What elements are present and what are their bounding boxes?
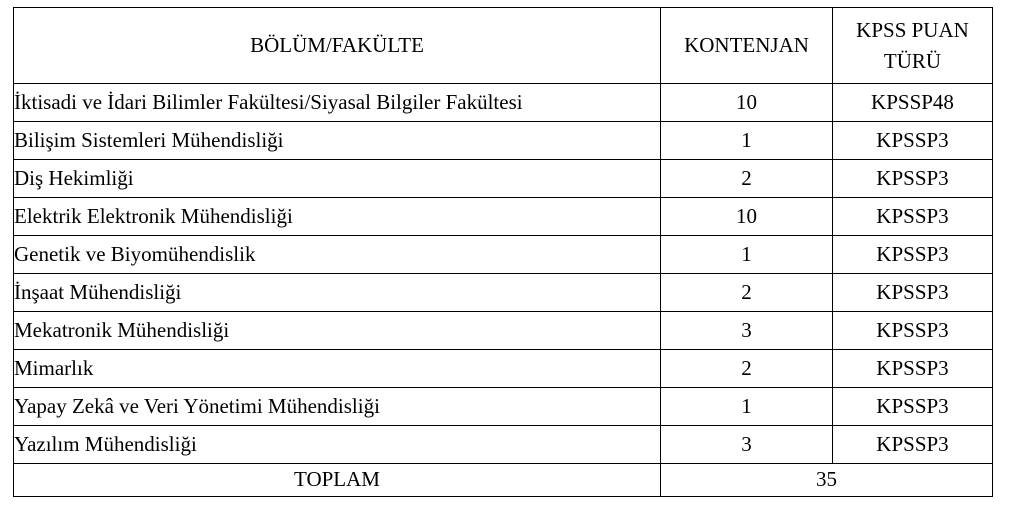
table-row	[14, 388, 993, 426]
header-score-type-line1: KPSS PUAN	[856, 17, 969, 42]
score-type-cell: KPSSP3	[833, 236, 993, 274]
quota-cell: 2	[661, 274, 833, 312]
score-type-cell: KPSSP3	[833, 426, 993, 464]
department-cell: Diş Hekimliği	[14, 160, 661, 198]
total-row	[14, 464, 993, 497]
score-type-cell: KPSSP3	[833, 160, 993, 198]
header-quota: KONTENJAN	[661, 8, 833, 84]
department-cell: Yapay Zekâ ve Veri Yönetimi Mühendisliği	[14, 388, 661, 426]
department-cell: Mimarlık	[14, 350, 661, 388]
quota-cell: 2	[661, 160, 833, 198]
department-cell: İktisadi ve İdari Bilimler Fakültesi/Siyasal Bilgiler Fakültesi	[14, 84, 661, 122]
quota-cell: 1	[661, 388, 833, 426]
table-row	[14, 122, 993, 160]
department-cell: Mekatronik Mühendisliği	[14, 312, 661, 350]
quota-table	[13, 7, 993, 497]
department-cell: Bilişim Sistemleri Mühendisliği	[14, 122, 661, 160]
total-value: 35	[661, 464, 993, 497]
score-type-cell: KPSSP3	[833, 388, 993, 426]
quota-cell: 3	[661, 312, 833, 350]
quota-cell: 1	[661, 236, 833, 274]
header-department: BÖLÜM/FAKÜLTE	[14, 8, 661, 84]
table-row	[14, 426, 993, 464]
quota-cell: 2	[661, 350, 833, 388]
quota-cell: 10	[661, 198, 833, 236]
department-cell: Yazılım Mühendisliği	[14, 426, 661, 464]
score-type-cell: KPSSP3	[833, 198, 993, 236]
header-score-type	[833, 8, 993, 84]
quota-cell: 1	[661, 122, 833, 160]
table-row	[14, 198, 993, 236]
header-score-type-line2: TÜRÜ	[883, 48, 942, 73]
table-row	[14, 160, 993, 198]
score-type-cell: KPSSP3	[833, 274, 993, 312]
department-cell: İnşaat Mühendisliği	[14, 274, 661, 312]
score-type-cell: KPSSP3	[833, 312, 993, 350]
table-row	[14, 312, 993, 350]
score-type-cell: KPSSP48	[833, 84, 993, 122]
table-row	[14, 350, 993, 388]
table-row	[14, 236, 993, 274]
score-type-cell: KPSSP3	[833, 350, 993, 388]
quota-cell: 3	[661, 426, 833, 464]
score-type-cell: KPSSP3	[833, 122, 993, 160]
quota-cell: 10	[661, 84, 833, 122]
table-row	[14, 274, 993, 312]
department-cell: Genetik ve Biyomühendislik	[14, 236, 661, 274]
total-label: TOPLAM	[14, 464, 661, 497]
header-row	[14, 8, 993, 84]
department-cell: Elektrik Elektronik Mühendisliği	[14, 198, 661, 236]
table-row	[14, 84, 993, 122]
